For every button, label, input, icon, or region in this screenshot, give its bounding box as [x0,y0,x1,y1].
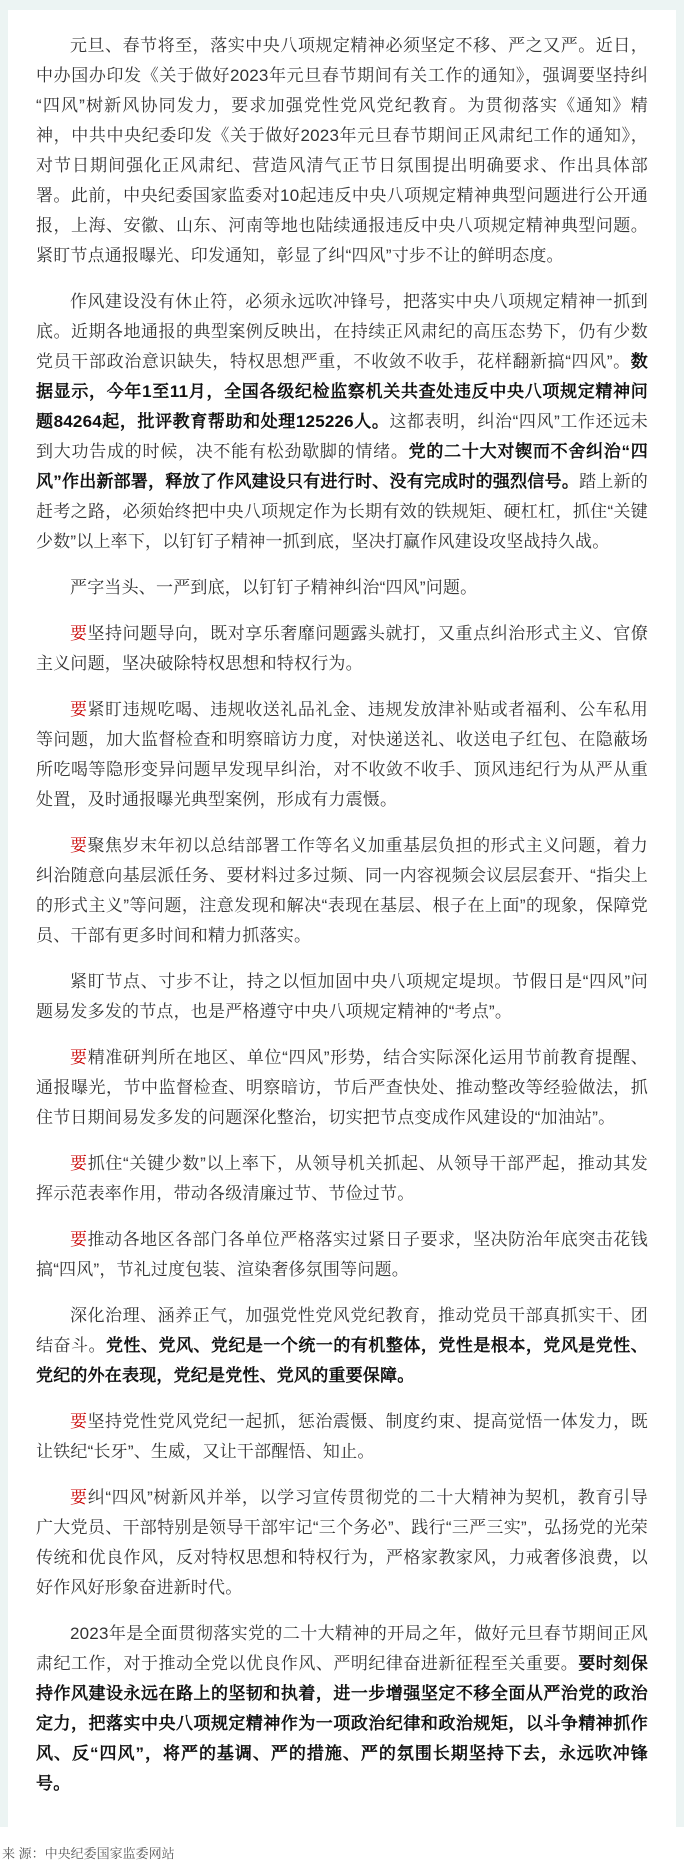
body-text: 元旦、春节将至，落实中央八项规定精神必须坚定不移、严之又严。近日，中办国办印发《关于做好2023年元旦春节期间有关工作的通知》，强调要坚持纠“四风”树新风协同发力，要求加强党性党风党纪教育。为贯彻落实《通知》精神，中共中央纪委印发《关于做好2023年元旦春节期间正风肃纪工作的通知》，对节日期间强化正风肃纪、营造风清气正节日氛围提出明确要求、作出具体部署。此前，中央纪委国家监委对10起违反中央八项规定精神典型问题进行公开通报，上海、安徽、山东、河南等地也陆续通报违反中央八项规定精神典型问题。紧盯节点通报曝光、印发通知，彰显了纠“四风”寸步不让的鲜明态度。 [36,36,648,265]
body-text: 精准研判所在地区、单位“四风”形势，结合实际深化运用节前教育提醒、通报曝光，节中监督检查、明察暗访，节后严查快处、推动整改等经验做法，抓住节日期间易发多发的问题深化整治，切实把节点变成作风建设的“加油站”。 [36,1048,649,1127]
source-line: 来 源：中央纪委国家监委网站 [2,1846,175,1861]
body-text: 紧盯节点、寸步不让，持之以恒加固中央八项规定堤坝。节假日是“四风”问题易发多发的节点，也是严格遵守中央八项规定精神的“考点”。 [36,972,648,1021]
emphasis-bold-text: 数据显示，今年1至11月，全国各级纪检监察机关共查处违反中央八项规定精神问题84264起，批评教育帮助和处理125226人。 [36,352,648,431]
body-text: 纠“四风”树新风并举，以学习宣传贯彻党的二十大精神为契机，教育引导广大党员、干部特别是领导干部牢记“三个务必”、践行“三严三实”，弘扬党的光荣传统和优良作风，反对特权思想和特权行为，严格家教家风，力戒奢侈浪费，以好作风好形象奋进新时代。 [36,1488,649,1597]
highlight-red-text: 要 [70,700,88,719]
highlight-red-text: 要 [70,1154,88,1173]
body-text: 坚持问题导向，既对享乐奢靡问题露头就打，又重点纠治形式主义、官僚主义问题，坚决破除特权思想和特权行为。 [36,624,648,673]
article-paragraph [36,831,648,951]
emphasis-bold-text: 党性、党风、党纪是一个统一的有机整体，党性是根本，党风是党性、党纪的外在表现，党纪是党性、党风的重要保障。 [36,1336,648,1385]
article-paragraph [36,619,648,679]
article-paragraph [36,1225,648,1285]
article-paragraph [36,1301,648,1391]
emphasis-bold-text: 要时刻保持作风建设永远在路上的坚韧和执着，进一步增强坚定不移全面从严治党的政治定力，把落实中央八项规定精神作为一项政治纪律和政治规矩，以斗争精神抓作风、反“四风”，将严的基调、严的措施、严的氛围长期坚持下去，永远吹冲锋号。 [36,1654,648,1793]
body-text: 作风建设没有休止符，必须永远吹冲锋号，把落实中央八项规定精神一抓到底。近期各地通报的典型案例反映出，在持续正风肃纪的高压态势下，仍有少数党员干部政治意识缺失，特权思想严重，不收敛不收手，花样翻新搞“四风”。 [36,292,648,371]
emphasis-bold-text: 党的二十大对锲而不舍纠治“四风”作出新部署，释放了作风建设只有进行时、没有完成时的强烈信号。 [36,442,648,491]
body-text: 踏上新的赶考之路，必须始终把中央八项规定作为长期有效的铁规矩、硬杠杠，抓住“关键少数”以上率下，以钉钉子精神一抓到底，坚决打赢作风建设攻坚战持久战。 [36,472,648,551]
article-paragraph [36,287,648,557]
body-text: 深化治理、涵养正气，加强党性党风党纪教育，推动党员干部真抓实干、团结奋斗。 [36,1306,648,1355]
article-paragraph [36,1619,648,1799]
highlight-red-text: 要 [70,1488,88,1507]
body-text: 聚焦岁末年初以总结部署工作等名义加重基层负担的形式主义问题，着力纠治随意向基层派任务、要材料过多过频、同一内容视频会议层层套开、“指尖上的形式主义”等问题，注意发现和解决“表现在基层、根子在上面”的现象，保障党员、干部有更多时间和精力抓落实。 [36,836,648,945]
article-paragraph [36,1149,648,1209]
highlight-red-text: 要 [70,624,88,643]
article-paragraph [36,31,648,271]
article-paragraph [36,573,648,603]
article-body [36,31,648,1799]
body-text: 抓住“关键少数”以上率下，从领导机关抓起、从领导干部严起，推动其发挥示范表率作用，带动各级清廉过节、节俭过节。 [36,1154,649,1203]
body-text: 坚持党性党风党纪一起抓，惩治震慑、制度约束、提高觉悟一体发力，既让铁纪“长牙”、生威，又让干部醒悟、知止。 [36,1412,648,1461]
body-text: 这都表明，纠治“四风”工作还远未到大功告成的时候，决不能有松劲歇脚的情绪。 [36,412,648,461]
article-paragraph [36,695,648,815]
article-paragraph [36,1483,648,1603]
article-card [8,10,676,1827]
article-paragraph [36,1043,648,1133]
footer-strip [0,1827,684,1875]
body-text: 紧盯违规吃喝、违规收送礼品礼金、违规发放津补贴或者福利、公车私用等问题，加大监督检查和明察暗访力度，对快递送礼、收送电子红包、在隐蔽场所吃喝等隐形变异问题早发现早纠治，对不收敛不收手、顶风违纪行为从严从重处置，及时通报曝光典型案例，形成有力震慑。 [36,700,648,809]
body-text: 推动各地区各部门各单位严格落实过紧日子要求，坚决防治年底突击花钱搞“四风”，节礼过度包装、渲染奢侈氛围等问题。 [36,1230,648,1279]
body-text: 严字当头、一严到底，以钉钉子精神纠治“四风”问题。 [70,578,478,597]
highlight-red-text: 要 [70,836,88,855]
highlight-red-text: 要 [70,1048,88,1067]
highlight-red-text: 要 [70,1230,88,1249]
article-paragraph [36,1407,648,1467]
highlight-red-text: 要 [70,1412,88,1431]
article-paragraph [36,967,648,1027]
body-text: 2023年是全面贯彻落实党的二十大精神的开局之年，做好元旦春节期间正风肃纪工作，对于推动全党以优良作风、严明纪律奋进新征程至关重要。 [36,1624,648,1673]
